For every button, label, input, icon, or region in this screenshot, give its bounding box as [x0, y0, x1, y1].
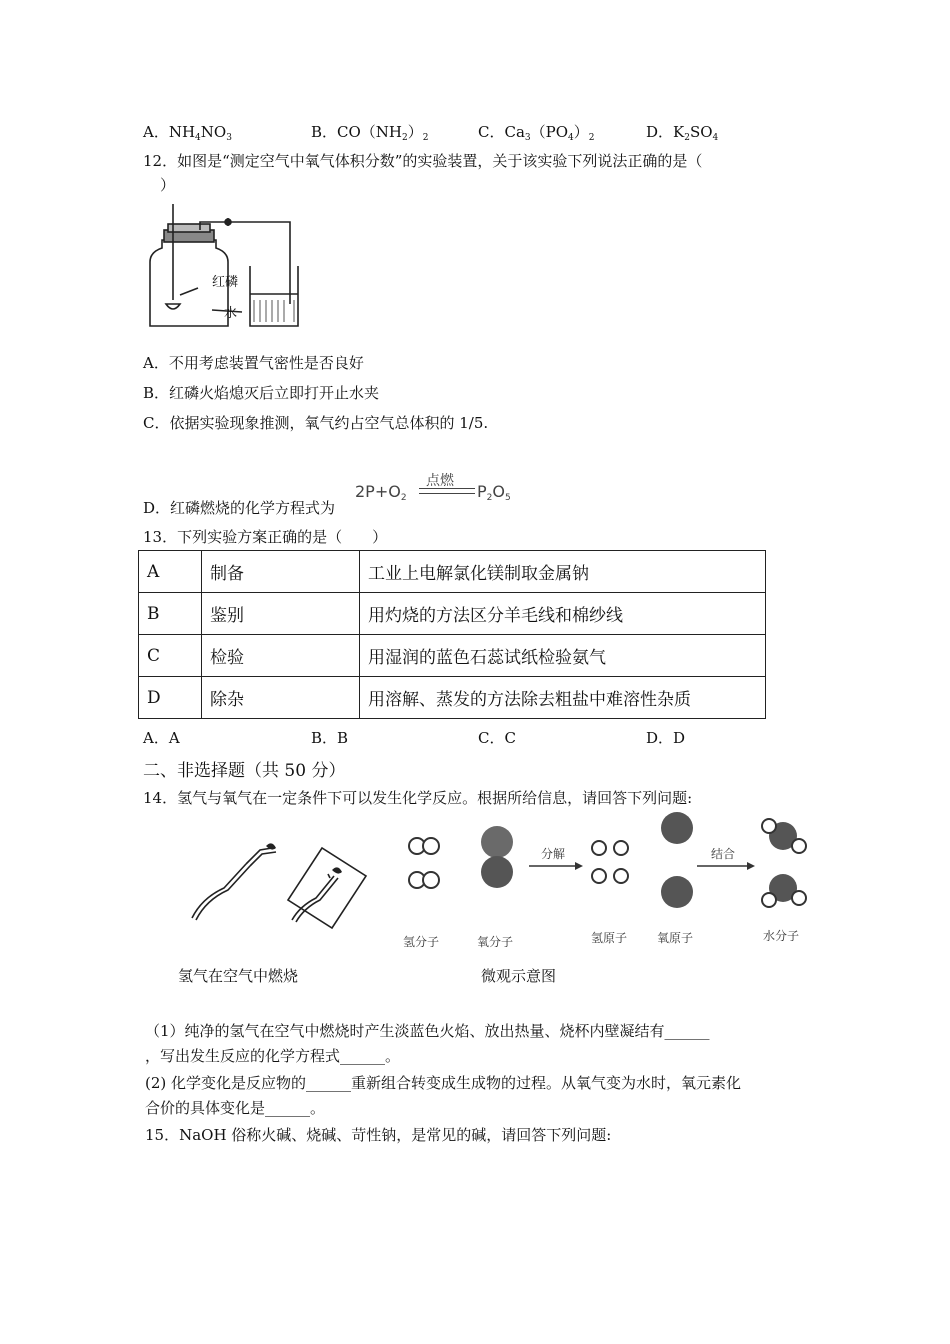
row-method: 用湿润的蓝色石蕊试纸检验氨气: [360, 635, 766, 677]
row-method: 用灼烧的方法区分羊毛线和棉纱线: [360, 593, 766, 635]
q12-option-b: B．红磷火焰熄灭后立即打开止水夹: [143, 384, 380, 402]
label-water-molecule: 水分子: [763, 929, 800, 943]
q14-part1-line1: （1）纯净的氢气在空气中燃烧时产生淡蓝色火焰、放出热量、烧杯内壁凝结有______: [145, 1022, 710, 1040]
table-row: [139, 635, 766, 677]
row-letter: C: [139, 635, 202, 677]
q11-option-d: D．$K_2SO_4$: [646, 123, 719, 143]
row-type: 制备: [202, 551, 360, 593]
q13-stem: 13．下列实验方案正确的是（ ）: [143, 528, 388, 546]
row-type: 除杂: [202, 677, 360, 719]
row-type: 鉴别: [202, 593, 360, 635]
figure-label-water: 水: [224, 306, 238, 321]
q13-answer-b: B．B: [311, 729, 349, 747]
q12-option-d: D．红磷燃烧的化学方程式为: [143, 499, 336, 517]
table-row: [139, 677, 766, 719]
q13-answer-d: D．D: [646, 729, 686, 747]
q11-option-a: A．$NH_4NO_3$: [143, 123, 232, 143]
section-title: 二、非选择题（共 50 分）: [143, 761, 346, 781]
q12-option-a: A．不用考虑装置气密性是否良好: [143, 354, 364, 372]
label-oxygen-molecule: 氧分子: [477, 935, 514, 949]
row-method: 工业上电解氯化镁制取金属钠: [360, 551, 766, 593]
table-row: [139, 551, 766, 593]
figure-left-caption: 氢气在空气中燃烧: [178, 967, 299, 985]
figure-label-red-phosphorus: 红磷: [212, 275, 239, 290]
q12-stem-line2: ）: [160, 176, 176, 194]
q13-answer-a: A．A: [143, 729, 180, 747]
arrow-label-decompose: 分解: [541, 847, 566, 861]
q14-part2-line2: 合价的具体变化是______。: [145, 1099, 326, 1117]
q11-option-c: C．$Ca_3(PO_4)_2$: [478, 123, 595, 143]
q12-option-c: C．依据实验现象推测，氧气约占空气总体积的 1/5.: [143, 414, 489, 432]
label-oxygen-atom: 氧原子: [657, 931, 694, 945]
row-letter: A: [139, 551, 202, 593]
oxygen-apparatus-figure: [140, 200, 310, 332]
q14-part1-line2: ，写出发生反应的化学方程式______。: [145, 1047, 401, 1065]
q12-stem-line1: 12．如图是“测定空气中氧气体积分数”的实验装置，关于该实验下列说法正确的是（: [143, 152, 703, 170]
q14-part2-line1: (2) 化学变化是反应物的______重新组合转变成生成物的过程。从氧气变为水时，氧元素化: [145, 1074, 742, 1092]
label-hydrogen-atom: 氢原子: [591, 931, 628, 945]
table-row: [139, 593, 766, 635]
figure-right-caption: 微观示意图: [481, 967, 557, 985]
q11-option-b: B．$CO(NH_2)_2$: [311, 123, 429, 143]
row-letter: D: [139, 677, 202, 719]
arrow-label-combine: 结合: [711, 847, 736, 861]
hydrogen-burning-figure: [180, 824, 370, 934]
q13-table: [138, 550, 766, 719]
row-type: 检验: [202, 635, 360, 677]
row-method: 用溶解、蒸发的方法除去粗盐中难溶性杂质: [360, 677, 766, 719]
q15-stem: 15．NaOH 俗称火碱、烧碱、苛性钠，是常见的碱，请回答下列问题:: [145, 1126, 612, 1144]
label-hydrogen-molecule: 氢分子: [403, 935, 440, 949]
micro-diagram: [395, 808, 815, 958]
q14-stem: 14．氢气与氧气在一定条件下可以发生化学反应。根据所给信息，请回答下列问题:: [143, 789, 693, 807]
q13-answer-c: C．C: [478, 729, 516, 747]
row-letter: B: [139, 593, 202, 635]
